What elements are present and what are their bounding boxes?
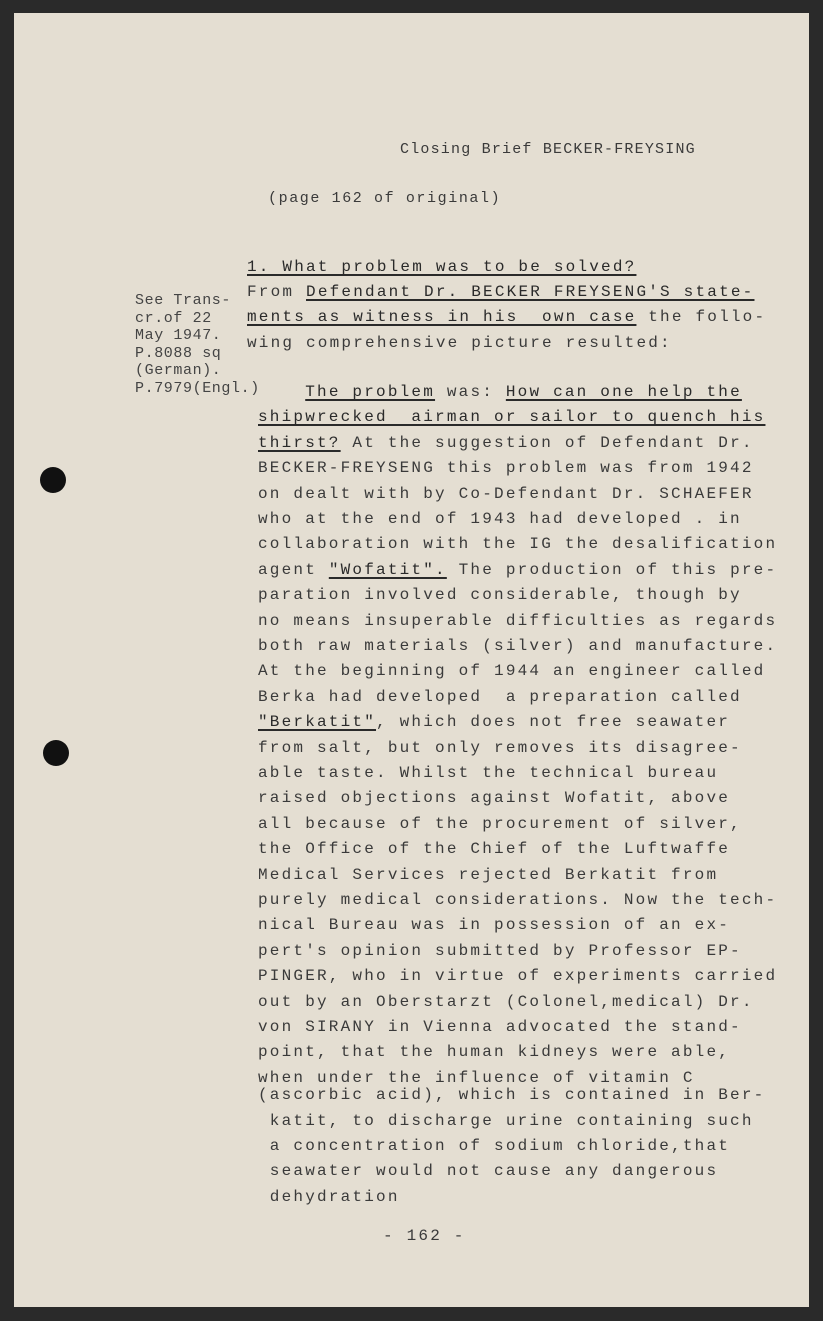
text-line xyxy=(258,1069,695,1087)
text-segment: BECKER-FREYSENG this problem was from 1942 xyxy=(258,459,754,478)
text-segment: paration involved considerable, though by xyxy=(258,586,742,605)
text-segment: , which does not free seawater xyxy=(376,713,731,732)
underlined-text: Defendant Dr. BECKER FREYSENG'S state- xyxy=(306,283,755,301)
text-segment: the Office of the Chief of the Luftwaffe xyxy=(258,840,731,859)
text-line xyxy=(258,942,742,960)
text-segment: seawater would not cause any dangerous xyxy=(258,1162,719,1181)
section-heading-text: 1. What problem was to be solved? xyxy=(247,258,637,276)
underlined-text: How can one help the xyxy=(505,383,742,401)
text-line xyxy=(258,459,754,477)
page-reference: (page 162 of original) xyxy=(268,190,502,207)
document-header: Closing Brief BECKER-FREYSING xyxy=(400,141,696,158)
text-line xyxy=(258,1162,718,1180)
punch-hole xyxy=(43,740,69,766)
text-line xyxy=(258,510,742,528)
text-segment xyxy=(258,383,305,401)
text-line xyxy=(258,637,777,655)
text-segment: Berka had developed a preparation called xyxy=(258,687,742,706)
text-segment: von SIRANY in Vienna advocated the stand- xyxy=(258,1018,742,1036)
text-segment: wing comprehensive picture resulted: xyxy=(247,333,672,352)
text-segment: when under the influence of vitamin C xyxy=(258,1068,695,1087)
underlined-text: thirst? xyxy=(258,433,341,452)
text-segment: who at the end of 1943 had developed . in xyxy=(258,510,742,528)
text-line xyxy=(258,612,777,630)
text-segment: At the suggestion of Defendant Dr. xyxy=(340,433,754,452)
text-segment: agent xyxy=(258,560,329,579)
text-segment: From xyxy=(247,283,307,301)
text-segment: pert's opinion submitted by Professor EP- xyxy=(258,941,742,960)
text-segment: the follo- xyxy=(636,308,767,327)
margin-note-line: P.8088 sq xyxy=(135,344,222,362)
text-line xyxy=(258,815,742,833)
margin-note-line: May 1947. xyxy=(135,327,222,344)
text-line xyxy=(258,866,718,884)
underlined-text: "Berkatit" xyxy=(258,713,377,732)
text-segment: was: xyxy=(435,383,506,401)
text-line xyxy=(258,1018,742,1036)
text-segment: out by an Oberstarzt (Colonel,medical) Dr. xyxy=(258,992,754,1011)
text-segment: on dealt with by Co-Defendant Dr. SCHAEFER xyxy=(258,484,754,503)
text-line xyxy=(247,283,754,301)
text-line xyxy=(258,993,754,1011)
text-segment: dehydration xyxy=(258,1187,400,1206)
text-line xyxy=(258,688,742,706)
text-line xyxy=(247,334,672,352)
text-segment: both raw materials (silver) and manufacture. xyxy=(258,637,778,655)
text-line xyxy=(258,485,754,503)
text-segment: PINGER, who in virtue of experiments carried xyxy=(258,967,778,986)
text-segment: The production of this pre- xyxy=(446,560,778,579)
text-segment: collaboration with the IG the desalification xyxy=(258,535,778,554)
text-segment: all because of the procurement of silver, xyxy=(258,814,742,833)
text-line xyxy=(258,891,777,909)
text-segment: a concentration of sodium chloride,that xyxy=(258,1137,731,1155)
text-segment: from salt, but only removes its disagree- xyxy=(258,738,742,757)
text-line xyxy=(258,586,742,604)
text-segment: no means insuperable difficulties as regards xyxy=(258,611,778,630)
text-line xyxy=(258,713,730,731)
text-segment: At the beginning of 1944 an engineer called xyxy=(258,662,766,681)
text-line xyxy=(258,383,742,401)
text-line xyxy=(258,408,765,426)
text-line xyxy=(258,434,754,452)
text-line xyxy=(258,967,777,985)
text-line xyxy=(258,916,730,934)
text-line xyxy=(258,1112,754,1130)
underlined-text: The problem xyxy=(305,383,436,401)
text-line xyxy=(258,789,730,807)
text-segment: purely medical considerations. Now the tech- xyxy=(258,891,778,909)
text-segment: able taste. Whilst the technical bureau xyxy=(258,764,719,782)
punch-hole xyxy=(40,467,66,493)
text-line xyxy=(258,1137,730,1155)
text-line xyxy=(258,662,765,680)
text-line xyxy=(258,1086,765,1104)
text-line xyxy=(247,308,766,326)
page-number: - 162 - xyxy=(383,1227,466,1245)
text-line xyxy=(258,739,742,757)
margin-note-line: cr.of 22 xyxy=(135,309,212,327)
text-line xyxy=(258,1043,730,1061)
margin-note-line: (German). xyxy=(135,362,222,379)
text-segment: nical Bureau was in possession of an ex- xyxy=(258,916,731,935)
underlined-text: shipwrecked airman or sailor to quench his xyxy=(258,408,766,427)
underlined-text: ments as witness in his own case xyxy=(247,308,637,327)
text-segment: point, that the human kidneys were able, xyxy=(258,1043,731,1062)
margin-note-line: P.7979(Engl.) xyxy=(135,379,260,397)
text-line xyxy=(258,561,777,579)
text-line xyxy=(258,1188,400,1206)
text-segment: Medical Services rejected Berkatit from xyxy=(258,865,719,884)
text-line xyxy=(258,535,777,553)
text-segment: raised objections against Wofatit, above xyxy=(258,789,731,808)
margin-note-line: See Trans- xyxy=(135,292,232,309)
section-heading xyxy=(247,258,636,276)
text-line xyxy=(258,764,718,782)
text-segment: (ascorbic acid), which is contained in Ber- xyxy=(258,1086,766,1105)
text-segment: katit, to discharge urine containing such xyxy=(258,1111,754,1130)
underlined-text: "Wofatit". xyxy=(328,560,447,579)
text-line xyxy=(258,840,730,858)
